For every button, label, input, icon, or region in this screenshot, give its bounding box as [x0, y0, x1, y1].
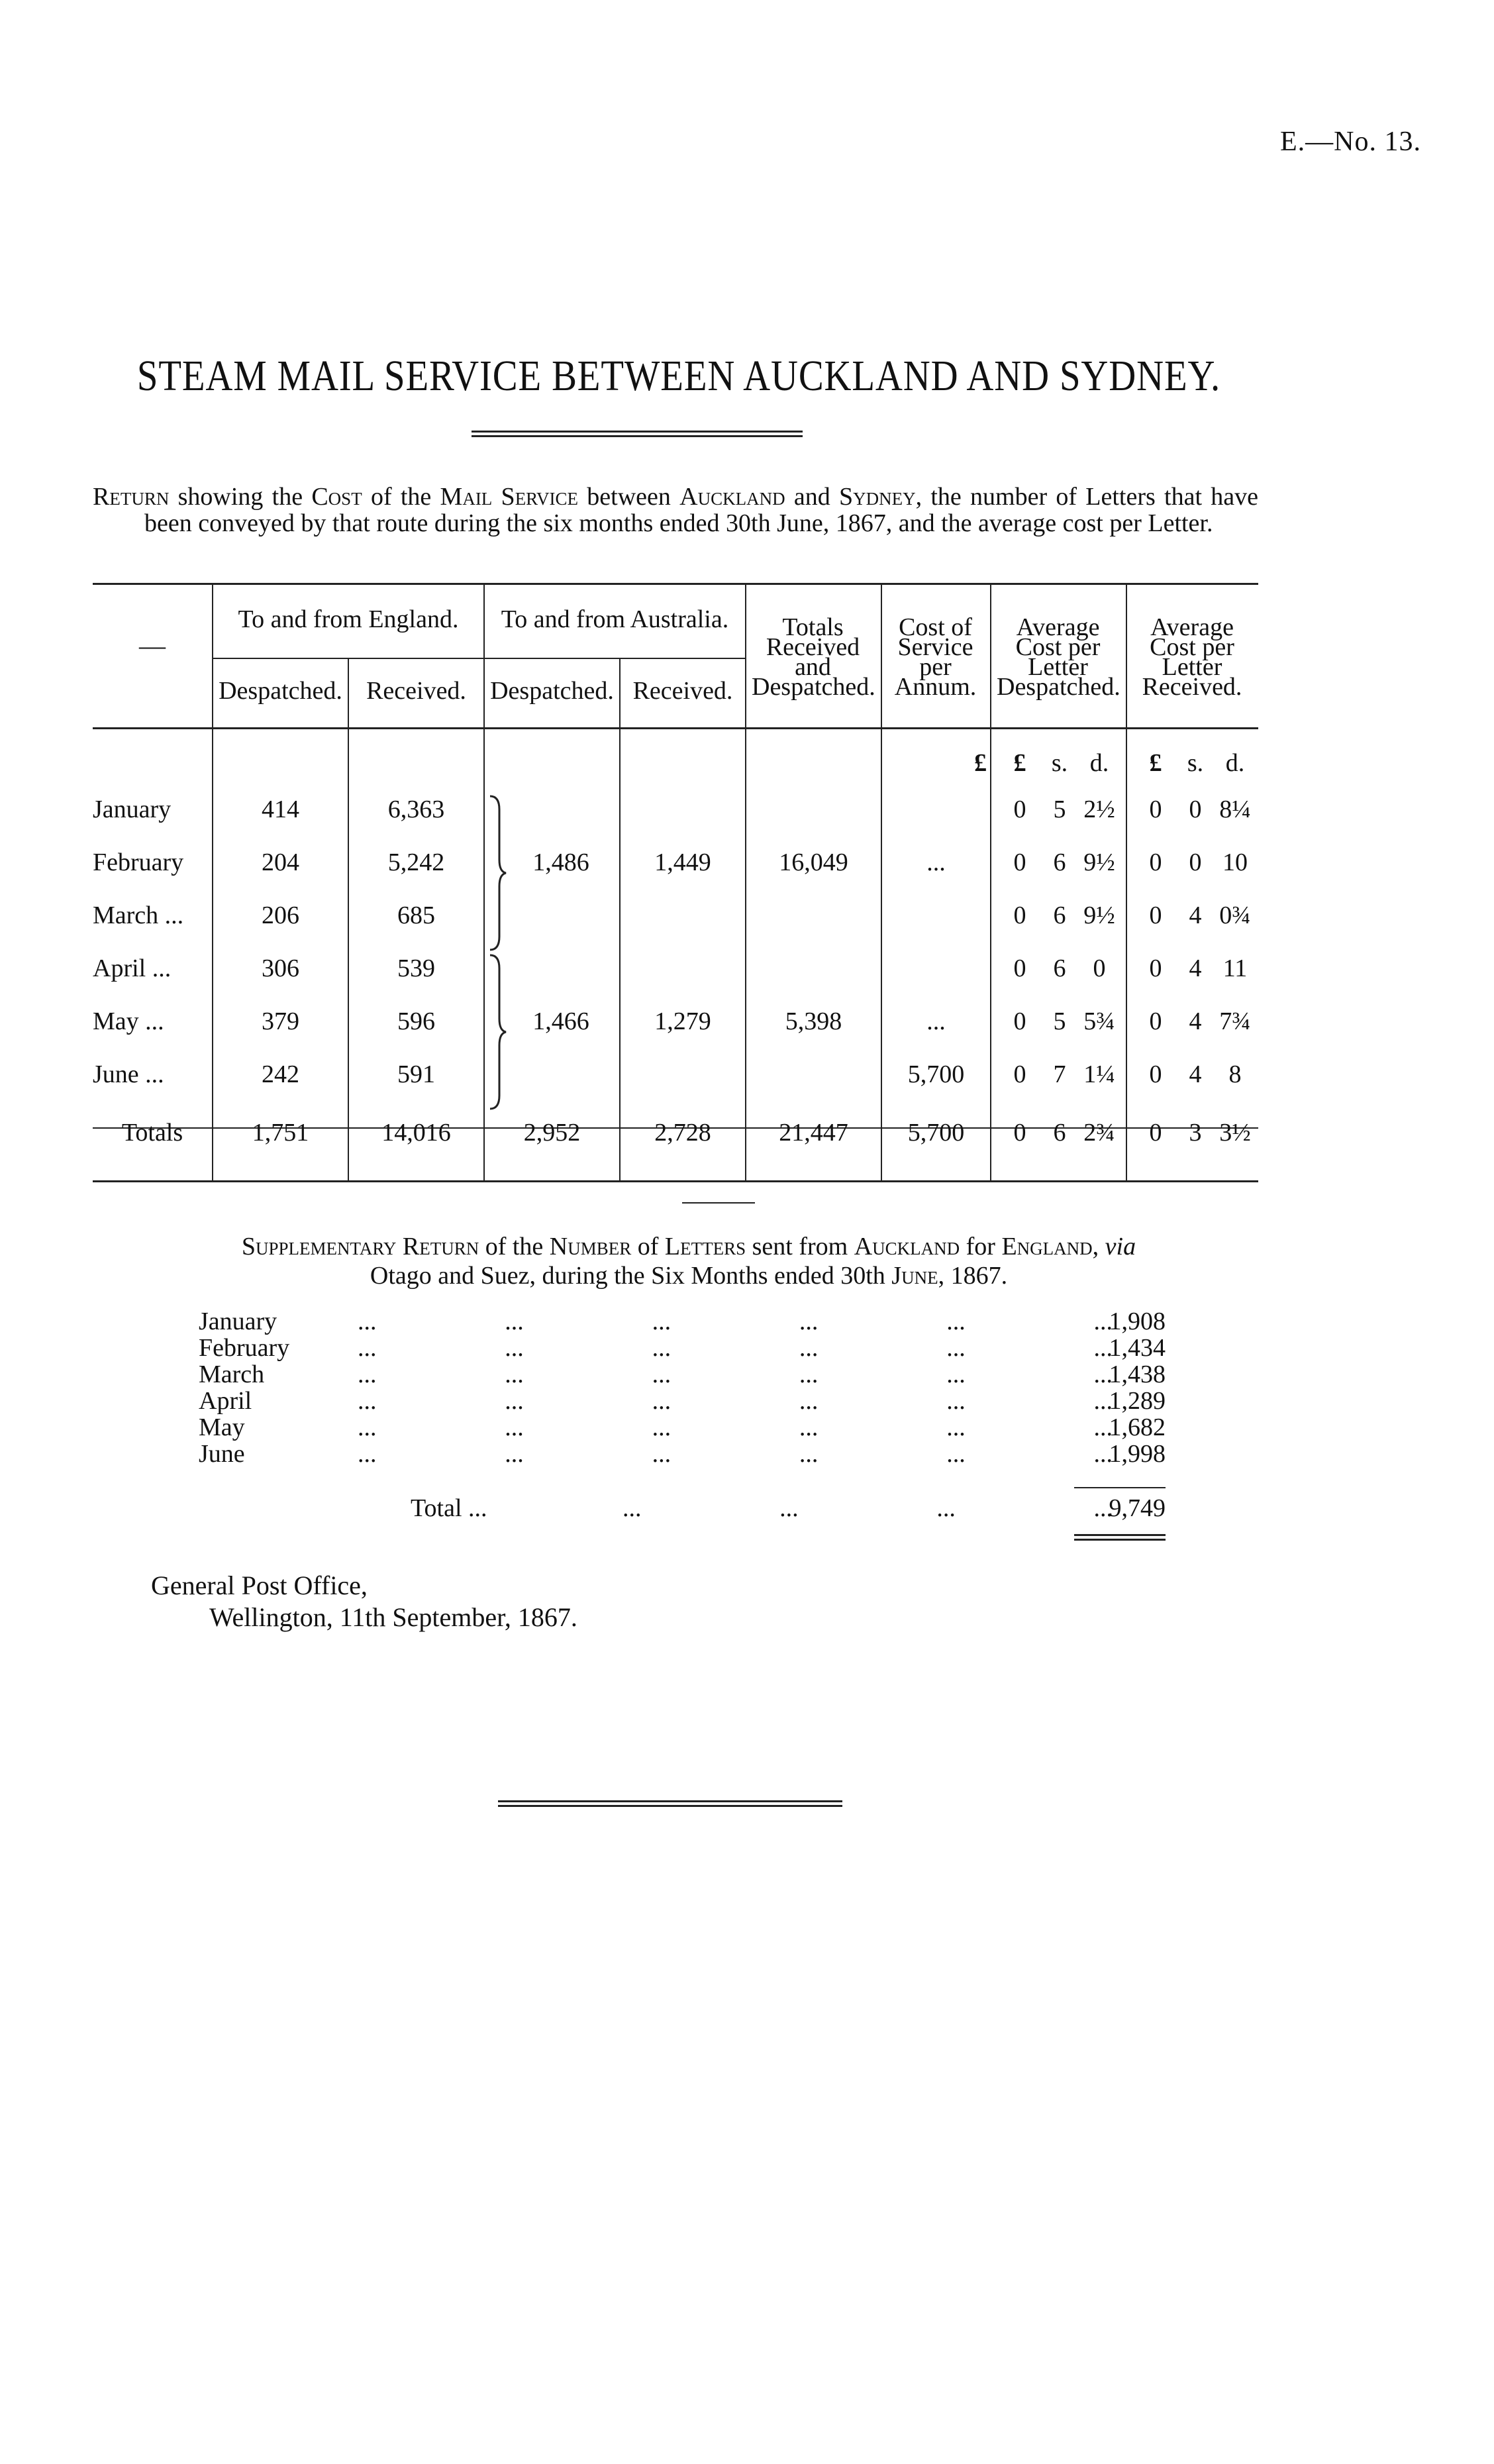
unit-pound: £ [974, 749, 987, 777]
row-avgd-l: 0 [1013, 796, 1026, 823]
intro-text: showing the [169, 483, 312, 511]
row-avgr-d: 10 [1222, 848, 1248, 876]
header-england: To and from England. [238, 605, 459, 633]
list-item [199, 1308, 1166, 1335]
totals-total: 21,447 [779, 1119, 848, 1147]
row-avgd-s: 6 [1053, 848, 1066, 876]
row-england-despatched: 414 [262, 796, 299, 823]
table-bottom-rule [93, 1180, 1258, 1182]
row-avgd-d: 5¾ [1083, 1007, 1115, 1035]
header-england-despatched: Despatched. [219, 677, 342, 705]
unit-s: s. [1187, 749, 1204, 777]
header-australia-despatched: Despatched. [490, 677, 614, 705]
totals-avgd-d: 2¾ [1083, 1119, 1115, 1147]
row-avgr-s: 0 [1189, 796, 1202, 823]
row-avgd-d: 9½ [1083, 901, 1115, 929]
mail-cost-table [93, 583, 1258, 1182]
totals-avgr-l: 0 [1149, 1119, 1162, 1147]
supp-word: Letters [664, 1233, 746, 1260]
list-item [199, 1441, 1166, 1467]
supp-month: February [199, 1334, 290, 1362]
unit-d: d. [1089, 749, 1109, 777]
signoff-place-date: Wellington, 11th September, 1867. [209, 1602, 577, 1632]
signoff-office: General Post Office, [151, 1570, 368, 1600]
group1-australia-received: 1,449 [654, 848, 711, 876]
row-avgd-l: 0 [1013, 1007, 1026, 1035]
leader-dots: ... ... ... ... ... ... [358, 1334, 1113, 1362]
row-england-despatched: 204 [262, 848, 299, 876]
row-england-despatched: 242 [262, 1060, 299, 1088]
intro-word: Cost [311, 483, 362, 511]
row-month: January [93, 796, 172, 823]
leader-dots: ... ... ... ... [622, 1494, 1113, 1522]
signoff [151, 1570, 577, 1633]
row-avgd-l: 0 [1013, 848, 1026, 876]
totals-label: Totals [121, 1119, 183, 1147]
list-item [199, 1388, 1166, 1414]
unit-l: £ [1013, 749, 1026, 777]
totals-avgd-l: 0 [1013, 1119, 1026, 1147]
header-australia: To and from Australia. [501, 605, 729, 633]
supplementary-list [199, 1308, 1166, 1467]
row-avgd-l: 0 [1013, 1060, 1026, 1088]
supp-value: 1,438 [1109, 1360, 1166, 1388]
row-month: June ... [93, 1060, 164, 1088]
intro-text: and [785, 483, 839, 511]
intro-word: Auckland [679, 483, 785, 511]
brace-group-2 [487, 952, 514, 1111]
list-item [199, 1335, 1166, 1361]
sum-rule [1074, 1487, 1166, 1488]
totals-england-despatched: 1,751 [252, 1119, 309, 1147]
table-top-rule [93, 583, 1258, 585]
row-avgd-s: 5 [1053, 796, 1066, 823]
leader-dots: ... ... ... ... ... ... [358, 1308, 1113, 1335]
row-avgd-d: 0 [1093, 954, 1106, 982]
group2-cost-annum: 5,700 [907, 1060, 965, 1088]
row-england-received: 539 [397, 954, 435, 982]
group1-total: 16,049 [779, 848, 848, 876]
row-avgr-l: 0 [1149, 1060, 1162, 1088]
row-avgd-l: 0 [1013, 954, 1026, 982]
supp-value: 1,289 [1109, 1387, 1166, 1415]
row-avgr-s: 4 [1189, 954, 1202, 982]
row-england-received: 5,242 [387, 848, 445, 876]
leader-dots: ... ... ... ... ... ... [358, 1360, 1113, 1388]
supp-text: for [960, 1233, 1002, 1260]
leader-dots: ... ... ... ... ... ... [358, 1387, 1113, 1415]
total-double-rule [1074, 1534, 1166, 1541]
totals-avgd-s: 6 [1053, 1119, 1066, 1147]
supp-value: 1,434 [1109, 1334, 1166, 1362]
row-avgr-d: 8 [1228, 1060, 1242, 1088]
row-avgd-d: 2½ [1083, 796, 1115, 823]
supp-text: of the [479, 1233, 550, 1260]
row-avgr-s: 4 [1189, 1060, 1202, 1088]
group2-total: 5,398 [785, 1007, 842, 1035]
intro-word: Mail Service [440, 483, 579, 511]
supp-via: via [1105, 1233, 1136, 1260]
title-rule [472, 431, 803, 437]
group2-australia-received: 1,279 [654, 1007, 711, 1035]
supplementary-heading [119, 1232, 1258, 1290]
row-avgd-l: 0 [1013, 901, 1026, 929]
supp-month: May [199, 1413, 245, 1441]
row-england-received: 6,363 [387, 796, 445, 823]
supp-text: , [1092, 1233, 1105, 1260]
row-avgd-s: 5 [1053, 1007, 1066, 1035]
separator-rule [682, 1202, 755, 1204]
row-avgr-l: 0 [1149, 954, 1162, 982]
row-avgr-s: 0 [1189, 848, 1202, 876]
list-item [199, 1414, 1166, 1441]
row-month: April ... [93, 954, 172, 982]
leader-dots: ... ... ... ... ... ... [358, 1413, 1113, 1441]
row-avgr-d: 11 [1222, 954, 1248, 982]
header-australia-received: Received. [632, 677, 733, 705]
totals-australia-received: 2,728 [654, 1119, 711, 1147]
group-header-rule [212, 658, 745, 659]
unit-d: d. [1225, 749, 1245, 777]
closing-rule [498, 1800, 842, 1807]
supp-value: 1,682 [1109, 1413, 1166, 1441]
header-avg-received: Average Cost per Letter Received. [1142, 613, 1242, 701]
supp-text: , 1867. [938, 1262, 1008, 1290]
group1-cost: ... [926, 848, 946, 876]
row-avgd-d: 1¼ [1083, 1060, 1115, 1088]
row-avgr-s: 4 [1189, 901, 1202, 929]
row-avgr-d: 0¾ [1219, 901, 1251, 929]
row-avgr-d: 7¾ [1219, 1007, 1251, 1035]
row-avgr-d: 8¼ [1219, 796, 1251, 823]
row-avgr-l: 0 [1149, 901, 1162, 929]
intro-word: Return [93, 483, 170, 511]
row-england-received: 685 [397, 901, 435, 929]
supp-word: Number [549, 1233, 632, 1260]
totals-avgr-s: 3 [1189, 1119, 1202, 1147]
col-rule [745, 583, 746, 1180]
unit-s: s. [1051, 749, 1068, 777]
supp-month: June [199, 1440, 245, 1468]
row-month: May ... [93, 1007, 164, 1035]
document-reference: E.—No. 13. [1280, 127, 1421, 157]
intro-text: between [578, 483, 680, 511]
col-rule [1126, 583, 1127, 1180]
row-avgr-l: 0 [1149, 1007, 1162, 1035]
intro-paragraph [93, 484, 1258, 537]
supp-total-label: Total ... [411, 1494, 487, 1522]
totals-england-received: 14,016 [381, 1119, 451, 1147]
supp-month: March [199, 1360, 265, 1388]
supp-word: England [1001, 1233, 1093, 1260]
row-avgd-s: 7 [1053, 1060, 1066, 1088]
supp-total-row [199, 1494, 1166, 1523]
supp-month: January [199, 1308, 277, 1335]
row-england-received: 596 [397, 1007, 435, 1035]
header-dash: — [139, 631, 166, 660]
list-item [199, 1361, 1166, 1388]
group2-australia-despatched: 1,466 [532, 1007, 589, 1035]
supp-word: Auckland [854, 1233, 960, 1260]
header-avg-despatched: Average Cost per Letter Despatched. [997, 613, 1120, 701]
leader-dots: ... ... ... ... ... ... [358, 1440, 1113, 1468]
row-avgd-d: 9½ [1083, 848, 1115, 876]
row-month: March ... [93, 901, 184, 929]
supp-value: 1,908 [1109, 1308, 1166, 1335]
brace-group-1 [487, 794, 514, 952]
supp-value: 1,998 [1109, 1440, 1166, 1468]
group2-cost: ... [926, 1007, 946, 1035]
row-month: February [93, 848, 184, 876]
supp-word: June [891, 1262, 938, 1290]
supp-text: of [631, 1233, 665, 1260]
row-avgd-s: 6 [1053, 901, 1066, 929]
row-avgr-l: 0 [1149, 848, 1162, 876]
group1-australia-despatched: 1,486 [532, 848, 589, 876]
row-england-despatched: 306 [262, 954, 299, 982]
intro-text: , the number of Letters that have been conveyed by that route during the six months ended 30th June, 1867, and the average cost per Letter. [144, 483, 1258, 537]
col-rule [990, 583, 991, 1180]
page-title: STEAM MAIL SERVICE BETWEEN AUCKLAND AND SYDNEY. [136, 352, 1221, 400]
header-bottom-rule [93, 727, 1258, 729]
row-england-despatched: 206 [262, 901, 299, 929]
intro-text: of the [362, 483, 440, 511]
col-rule [212, 583, 213, 1180]
supp-word: Supplementary Return [241, 1233, 479, 1260]
totals-avgr-d: 3½ [1219, 1119, 1251, 1147]
col-rule [619, 658, 621, 1180]
header-totals: Totals Received and Despatched. [752, 613, 875, 701]
header-england-received: Received. [366, 677, 466, 705]
totals-cost: 5,700 [907, 1119, 965, 1147]
row-avgr-l: 0 [1149, 796, 1162, 823]
row-england-despatched: 379 [262, 1007, 299, 1035]
row-avgd-s: 6 [1053, 954, 1066, 982]
header-cost: Cost of Service per Annum. [894, 613, 977, 701]
supp-text: Otago and Suez, during the Six Months ended 30th [370, 1262, 892, 1290]
row-england-received: 591 [397, 1060, 435, 1088]
totals-australia-despatched: 2,952 [523, 1119, 581, 1147]
col-rule [881, 583, 882, 1180]
supp-total-value: 9,749 [1109, 1494, 1166, 1522]
supp-month: April [199, 1387, 252, 1415]
intro-word: Sydney [838, 483, 916, 511]
row-avgr-s: 4 [1189, 1007, 1202, 1035]
col-rule [483, 583, 485, 1180]
supp-text: sent from [746, 1233, 854, 1260]
unit-l: £ [1149, 749, 1162, 777]
